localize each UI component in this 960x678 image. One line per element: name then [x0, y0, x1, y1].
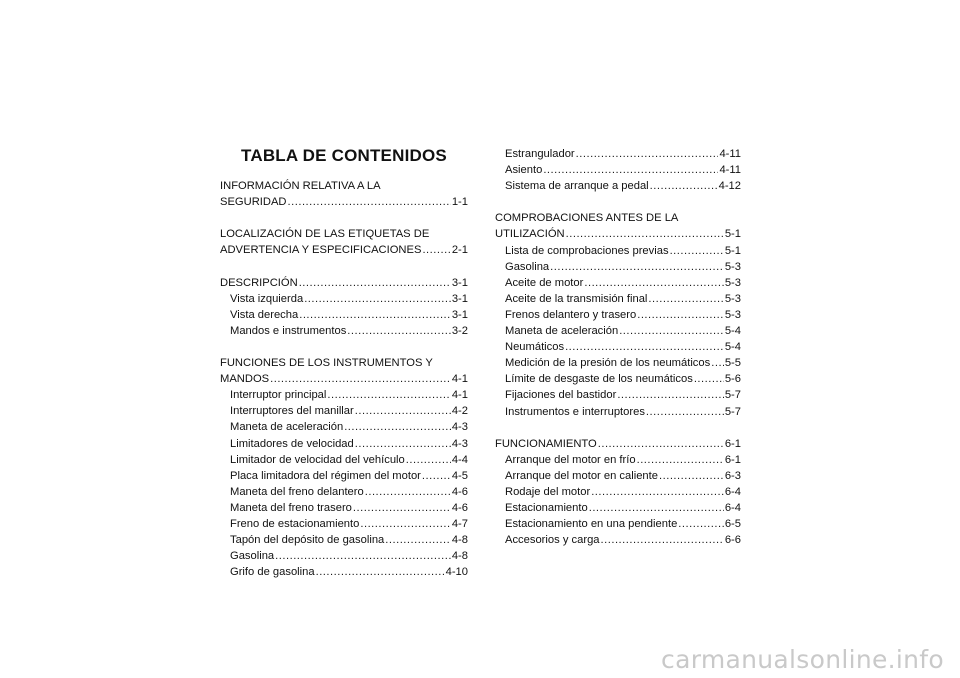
toc-entry-title: Grifo de gasolina	[230, 566, 315, 579]
toc-entry-title: MANDOS	[220, 373, 270, 386]
toc-subentry[interactable]	[220, 484, 468, 500]
toc-subentry[interactable]	[220, 307, 468, 323]
toc-subentry[interactable]	[495, 484, 741, 500]
toc-subentry[interactable]	[495, 178, 741, 194]
toc-entry-title: Accesorios y carga	[505, 534, 600, 547]
toc-section-heading: LOCALIZACIÓN DE LAS ETIQUETAS DE	[220, 228, 430, 241]
toc-entry-title: Aceite de motor	[505, 276, 584, 289]
toc-section-heading: FUNCIONES DE LOS INSTRUMENTOS Y	[220, 357, 433, 370]
toc-left-column	[220, 178, 468, 596]
toc-subentry[interactable]	[220, 516, 468, 532]
dot-leader	[344, 419, 451, 435]
toc-section-entry[interactable]	[220, 194, 468, 210]
toc-page-number: 5-3	[724, 260, 741, 273]
toc-subentry[interactable]	[495, 500, 741, 516]
toc-page-number: 4-4	[451, 453, 468, 466]
toc-entry-title: Estacionamiento en una pendiente	[505, 518, 678, 531]
dot-leader	[637, 307, 724, 323]
toc-entry-title: Medición de la presión de los neumáticos	[505, 357, 711, 370]
toc-page-number: 4-8	[451, 534, 468, 547]
dot-leader	[353, 500, 451, 516]
toc-section-heading: COMPROBACIONES ANTES DE LA	[495, 212, 679, 225]
toc-page-number: 4-11	[719, 164, 741, 177]
toc-page-number: 5-6	[724, 373, 741, 386]
dot-leader	[637, 452, 724, 468]
toc-entry-title: Fijaciones del bastidor	[505, 389, 617, 402]
toc-subentry[interactable]	[495, 468, 741, 484]
toc-page-number: 5-3	[724, 276, 741, 289]
dot-leader	[327, 387, 450, 403]
toc-section-entry[interactable]	[495, 226, 741, 242]
dot-leader	[694, 371, 724, 387]
toc-entry-title: Placa limitadora del régimen del motor	[230, 469, 421, 482]
toc-subentry[interactable]	[220, 548, 468, 564]
dot-leader	[347, 323, 451, 339]
toc-subentry[interactable]	[495, 355, 741, 371]
toc-page-number: 5-5	[724, 357, 741, 370]
toc-section	[220, 178, 468, 210]
toc-section-heading: INFORMACIÓN RELATIVA A LA	[220, 180, 381, 192]
toc-page-number: 5-7	[724, 405, 741, 418]
toc-subentry[interactable]	[220, 323, 468, 339]
toc-subentry[interactable]	[495, 146, 741, 162]
toc-subentry[interactable]	[220, 500, 468, 516]
toc-entry-title: Límite de desgaste de los neumáticos	[505, 373, 693, 386]
toc-subentry[interactable]	[495, 307, 741, 323]
toc-subentry[interactable]	[495, 387, 741, 403]
toc-page-number: 4-8	[451, 550, 468, 563]
toc-page-number: 6-4	[724, 485, 741, 498]
toc-entry-title: Limitador de velocidad del vehículo	[230, 453, 405, 466]
toc-subentry[interactable]	[220, 532, 468, 548]
dot-leader	[355, 436, 451, 452]
toc-page-number: 6-1	[724, 453, 741, 466]
dot-leader	[711, 355, 724, 371]
toc-subentry[interactable]	[220, 291, 468, 307]
toc-entry-title: Limitadores de velocidad	[230, 437, 354, 450]
toc-entry-title: Maneta de aceleración	[230, 421, 344, 434]
dot-leader	[288, 194, 451, 210]
toc-page-number: 4-6	[451, 501, 468, 514]
toc-subentry[interactable]	[220, 387, 468, 403]
dot-leader	[565, 339, 724, 355]
toc-subentry[interactable]	[495, 452, 741, 468]
toc-subentry[interactable]	[495, 371, 741, 387]
dot-leader	[385, 532, 451, 548]
toc-page-number: 6-1	[724, 437, 741, 450]
toc-entry-title: Frenos delantero y trasero	[505, 308, 637, 321]
dot-leader	[316, 564, 445, 580]
dot-leader	[619, 323, 724, 339]
dot-leader	[646, 404, 724, 420]
toc-entry-title: Gasolina	[505, 260, 550, 273]
toc-section	[220, 355, 468, 580]
toc-entry-title: Estacionamiento	[505, 502, 588, 515]
toc-page-number: 6-3	[724, 469, 741, 482]
toc-page-number: 4-1	[451, 373, 468, 386]
toc-page-number: 6-6	[724, 534, 741, 547]
dot-leader	[299, 307, 451, 323]
toc-page-number: 5-3	[724, 308, 741, 321]
dot-leader	[648, 291, 723, 307]
toc-entry-title: Rodaje del motor	[505, 485, 591, 498]
toc-subentry[interactable]	[495, 516, 741, 532]
dot-leader	[275, 548, 451, 564]
dot-leader	[355, 403, 451, 419]
toc-entry-title: ADVERTENCIA Y ESPECIFICACIONES	[220, 244, 422, 257]
toc-entry-title: Maneta de aceleración	[505, 325, 619, 338]
toc-subentry[interactable]	[495, 275, 741, 291]
dot-leader	[589, 500, 724, 516]
toc-page-number: 5-4	[724, 341, 741, 354]
toc-subentry[interactable]	[220, 564, 468, 580]
dot-leader	[650, 178, 718, 194]
toc-entry-title: UTILIZACIÓN	[495, 228, 565, 241]
dot-leader	[422, 468, 451, 484]
toc-page-number: 2-1	[451, 244, 468, 257]
dot-leader	[598, 436, 724, 452]
toc-page-number: 4-5	[451, 469, 468, 482]
toc-page-number: 4-11	[719, 148, 741, 160]
toc-subentry[interactable]	[495, 323, 741, 339]
toc-page-number: 4-10	[445, 566, 468, 579]
dot-leader	[617, 387, 724, 403]
toc-entry-title: Gasolina	[230, 550, 275, 563]
page-title: TABLA DE CONTENIDOS	[241, 146, 447, 165]
toc-entry-title: FUNCIONAMIENTO	[495, 437, 597, 450]
dot-leader	[304, 291, 451, 307]
dot-leader	[670, 243, 724, 259]
toc-subentry[interactable]	[495, 291, 741, 307]
dot-leader	[270, 371, 451, 387]
toc-section-entry[interactable]	[220, 242, 468, 258]
toc-right-column	[495, 146, 741, 564]
dot-leader	[406, 452, 451, 468]
toc-entry-title: Maneta del freno trasero	[230, 501, 352, 514]
toc-page-number: 4-12	[718, 180, 741, 193]
dot-leader	[601, 532, 724, 548]
toc-entry-title: Aceite de la transmisión final	[505, 292, 648, 305]
toc-page-number: 3-1	[451, 308, 468, 321]
toc-page-number: 6-4	[724, 502, 741, 515]
toc-page-number: 4-3	[451, 437, 468, 450]
dot-leader	[365, 484, 451, 500]
dot-leader	[659, 468, 724, 484]
toc-entry-title: DESCRIPCIÓN	[220, 276, 298, 289]
toc-page-number: 3-1	[451, 276, 468, 289]
toc-entry-title: Neumáticos	[505, 341, 565, 354]
toc-entry-title: SEGURIDAD	[220, 196, 287, 209]
toc-page-number: 5-7	[724, 389, 741, 402]
toc-section	[220, 275, 468, 339]
toc-subentry[interactable]	[220, 468, 468, 484]
toc-page-number: 3-1	[451, 292, 468, 305]
dot-leader	[584, 275, 723, 291]
toc-section	[495, 146, 741, 194]
toc-subentry[interactable]	[220, 436, 468, 452]
toc-entry-title: Arranque del motor en frío	[505, 453, 636, 466]
toc-section-entry[interactable]	[220, 371, 468, 387]
toc-entry-title: Lista de comprobaciones previas	[505, 244, 669, 257]
toc-subentry[interactable]	[495, 243, 741, 259]
toc-entry-title: Freno de estacionamiento	[230, 517, 360, 530]
toc-page-number: 4-2	[451, 405, 468, 418]
toc-page-number: 5-4	[724, 325, 741, 338]
toc-entry-title: Vista izquierda	[230, 292, 304, 305]
toc-section-entry[interactable]	[495, 436, 741, 452]
toc-subentry[interactable]	[495, 259, 741, 275]
toc-section	[220, 226, 468, 258]
toc-subentry[interactable]	[495, 339, 741, 355]
dot-leader	[678, 516, 724, 532]
toc-entry-title: Interruptor principal	[230, 389, 327, 402]
toc-page-number: 4-7	[451, 517, 468, 530]
toc-entry-title: Maneta del freno delantero	[230, 485, 364, 498]
toc-page-number: 3-2	[451, 324, 468, 337]
watermark: carmanualsonline.info	[661, 645, 944, 674]
dot-leader	[576, 146, 719, 162]
toc-page-number: 6-5	[724, 518, 741, 531]
toc-entry-title: Vista derecha	[230, 308, 299, 321]
toc-page-number: 4-1	[451, 389, 468, 402]
toc-entry-title: Estrangulador	[505, 148, 575, 160]
toc-entry-title: Tapón del depósito de gasolina	[230, 534, 385, 547]
dot-leader	[566, 226, 724, 242]
toc-entry-title: Instrumentos e interruptores	[505, 405, 645, 418]
toc-section-entry[interactable]	[220, 275, 468, 291]
toc-section	[495, 436, 741, 549]
dot-leader	[543, 162, 718, 178]
dot-leader	[299, 275, 451, 291]
toc-section	[495, 210, 741, 419]
toc-subentry[interactable]	[495, 162, 741, 178]
toc-entry-title: Mandos e instrumentos	[230, 324, 347, 337]
toc-page-number: 1-1	[451, 196, 468, 209]
toc-page-number: 4-6	[451, 485, 468, 498]
toc-page-number: 5-1	[724, 228, 741, 241]
toc-subentry[interactable]	[220, 419, 468, 435]
toc-entry-title: Asiento	[505, 164, 543, 177]
toc-entry-title: Interruptores del manillar	[230, 405, 354, 418]
toc-entry-title: Arranque del motor en caliente	[505, 469, 658, 482]
dot-leader	[422, 242, 450, 258]
toc-page-number: 5-3	[724, 292, 741, 305]
toc-subentry[interactable]	[220, 452, 468, 468]
dot-leader	[360, 516, 450, 532]
toc-subentry[interactable]	[495, 404, 741, 420]
toc-entry-title: Sistema de arranque a pedal	[505, 180, 649, 193]
toc-subentry[interactable]	[495, 532, 741, 548]
toc-page-number: 4-3	[451, 421, 468, 434]
dot-leader	[550, 259, 724, 275]
toc-subentry[interactable]	[220, 403, 468, 419]
dot-leader	[591, 484, 724, 500]
toc-page-number: 5-1	[724, 244, 741, 257]
